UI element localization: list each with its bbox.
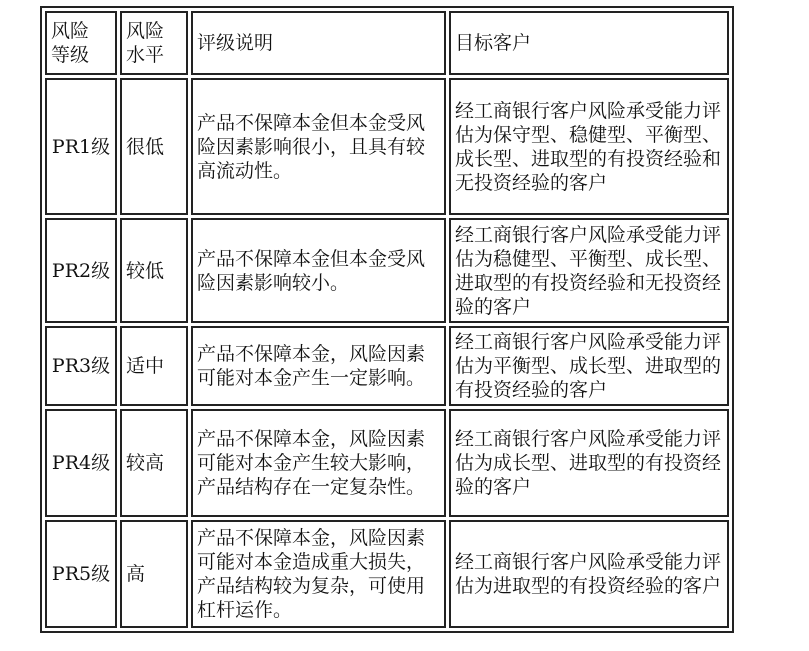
target-customer-cell: 经工商银行客户风险承受能力评估为平衡型、成长型、进取型的有投资经验的客户: [449, 326, 729, 406]
description-cell: 产品不保障本金，风险因素可能对本金造成重大损失，产品结构较为复杂，可使用杠杆运作。: [191, 520, 446, 628]
risk-grade-cell: PR4级: [45, 409, 117, 517]
table-row: [45, 326, 729, 406]
header-risk-level-line1: 风险: [126, 20, 165, 42]
risk-grade-cell: PR3级: [45, 326, 117, 406]
header-risk-level-line2: 水平: [126, 44, 165, 66]
description-cell: 产品不保障本金，风险因素可能对本金产生较大影响，产品结构存在一定复杂性。: [191, 409, 446, 517]
target-customer-cell: 经工商银行客户风险承受能力评估为成长型、进取型的有投资经验的客户: [449, 409, 729, 517]
risk-grade-cell: PR1级: [45, 78, 117, 215]
risk-level-cell: 较高: [120, 409, 188, 517]
header-description: 评级说明: [191, 11, 446, 75]
risk-level-cell: 较低: [120, 218, 188, 323]
target-customer-cell: 经工商银行客户风险承受能力评估为稳健型、平衡型、成长型、进取型的有投资经验和无投资经验的客户: [449, 218, 729, 323]
table-row: [45, 78, 729, 215]
risk-level-cell: 适中: [120, 326, 188, 406]
header-risk-grade-line1: 风险: [51, 20, 90, 42]
header-risk-grade-line2: 等级: [51, 44, 90, 66]
risk-level-cell: 高: [120, 520, 188, 628]
risk-grade-cell: PR5级: [45, 520, 117, 628]
header-risk-level: [120, 11, 188, 75]
header-target-customer: 目标客户: [449, 11, 729, 75]
header-risk-grade: [45, 11, 117, 75]
table-row: [45, 520, 729, 628]
table-row: [45, 409, 729, 517]
risk-rating-table: [40, 6, 734, 633]
risk-level-cell: 很低: [120, 78, 188, 215]
table-row: [45, 218, 729, 323]
target-customer-cell: 经工商银行客户风险承受能力评估为保守型、稳健型、平衡型、成长型、进取型的有投资经验和无投资经验的客户: [449, 78, 729, 215]
description-cell: 产品不保障本金但本金受风险因素影响较小。: [191, 218, 446, 323]
description-cell: 产品不保障本金，风险因素可能对本金产生一定影响。: [191, 326, 446, 406]
target-customer-cell: 经工商银行客户风险承受能力评估为进取型的有投资经验的客户: [449, 520, 729, 628]
risk-grade-cell: PR2级: [45, 218, 117, 323]
description-cell: 产品不保障本金但本金受风险因素影响很小，且具有较高流动性。: [191, 78, 446, 215]
table-header-row: [45, 11, 729, 75]
